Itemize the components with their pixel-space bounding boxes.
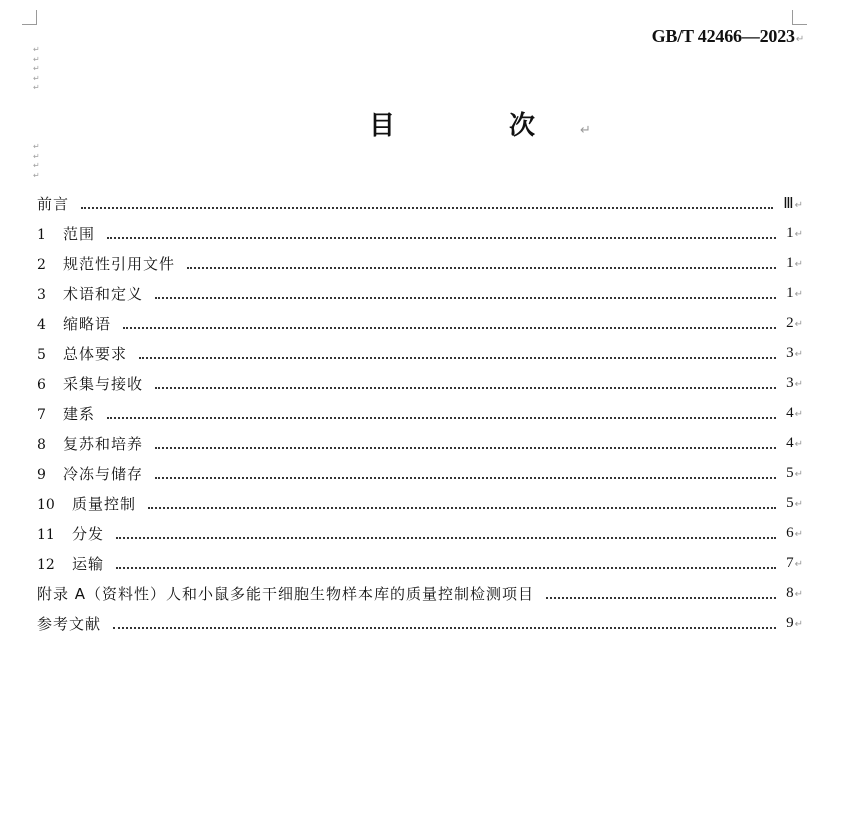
toc-entry-page	[786, 405, 803, 422]
toc-page-number: 8	[786, 584, 794, 601]
toc-entry-label: 术语和定义	[63, 284, 144, 303]
paragraph-mark-icon: ↵	[33, 73, 40, 83]
paragraph-mark-icon: ↵	[794, 258, 803, 270]
toc-entry-title	[37, 343, 127, 364]
paragraph-mark-icon: ↵	[33, 83, 40, 92]
paragraph-mark-icon: ↵	[33, 170, 40, 180]
toc-entry-title	[37, 223, 95, 244]
toc-entry-number: 3	[37, 286, 46, 303]
crop-mark-top-right	[792, 10, 807, 25]
page-title-text: 目 次	[369, 111, 580, 141]
toc-entry[interactable]	[37, 488, 803, 518]
toc-entry-title	[37, 523, 104, 544]
toc-page-number: 1	[786, 284, 794, 301]
toc-dot-leader	[155, 297, 776, 299]
page-title	[369, 105, 591, 142]
toc-page-number: 3	[786, 374, 794, 391]
standard-code: GB/T 42466—2023	[651, 26, 795, 46]
toc-dot-leader	[155, 447, 776, 449]
toc-entry[interactable]	[37, 518, 803, 548]
toc-entry[interactable]	[37, 428, 803, 458]
toc-entry-title	[37, 403, 95, 424]
toc-entry-title	[37, 493, 136, 514]
standard-code-header	[652, 26, 804, 47]
paragraph-mark-icon: ↵	[794, 318, 803, 330]
paragraph-mark-icon: ↵	[794, 288, 803, 300]
paragraph-mark-icon: ↵	[794, 348, 803, 360]
toc-entry-number: 4	[37, 316, 46, 333]
paragraph-mark-icon: ↵	[33, 54, 40, 64]
toc-page-number: 1	[786, 224, 794, 241]
toc-page-number: 5	[786, 464, 794, 481]
paragraph-mark-icon: ↵	[794, 438, 803, 450]
toc-page-number: 5	[786, 494, 794, 511]
paragraph-mark-icon: ↵	[794, 468, 803, 480]
toc-entry[interactable]	[37, 278, 803, 308]
toc-entry-page	[786, 375, 803, 392]
toc-page-number: 2	[786, 314, 794, 331]
toc-entry-title	[37, 553, 104, 574]
toc-entry-page	[786, 585, 803, 602]
toc-entry-title	[37, 613, 101, 634]
toc-dot-leader	[107, 237, 776, 239]
toc-entry-page	[786, 255, 803, 272]
toc-entry-title	[37, 433, 143, 454]
toc-entry-page	[786, 495, 803, 512]
toc-entry-label: 运输	[72, 554, 105, 573]
toc-entry-page	[786, 465, 803, 482]
toc-entry-label: 总体要求	[63, 344, 128, 363]
toc-dot-leader	[113, 627, 776, 629]
empty-paragraph-marks-top	[33, 45, 40, 93]
toc-entry-title	[37, 253, 175, 274]
toc-page-number: 4	[786, 404, 794, 421]
toc-entry-label: 参考文献	[37, 614, 102, 633]
toc-entry-title	[37, 313, 111, 334]
toc-dot-leader	[148, 507, 776, 509]
toc-page-number: Ⅲ	[783, 195, 794, 212]
toc-entry-label: 建系	[63, 404, 96, 423]
toc-entry-page	[786, 525, 803, 542]
toc-dot-leader	[107, 417, 776, 419]
toc-entry-page	[786, 225, 803, 242]
toc-dot-leader	[155, 477, 776, 479]
toc-entry-label: 冷冻与储存	[63, 464, 144, 483]
toc-dot-leader	[139, 357, 776, 359]
toc-entry-page	[786, 345, 803, 362]
toc-page-number: 6	[786, 524, 794, 541]
toc-entry-page	[786, 315, 803, 332]
toc-entry-page	[786, 435, 803, 452]
toc-page-number: 7	[786, 554, 794, 571]
paragraph-mark-icon: ↵	[33, 45, 40, 54]
toc-entry-number: 9	[37, 466, 46, 483]
toc-entry-label: 范围	[63, 224, 96, 243]
toc-entry-title	[37, 193, 69, 214]
toc-entry-title	[37, 583, 534, 604]
empty-paragraph-marks-middle	[33, 142, 40, 180]
paragraph-mark-icon: ↵	[794, 228, 803, 240]
paragraph-mark-icon: ↵	[794, 558, 803, 570]
toc-entry-page	[783, 194, 803, 213]
toc-entry-page	[786, 615, 803, 632]
toc-entry[interactable]	[37, 368, 803, 398]
paragraph-mark-icon: ↵	[33, 64, 40, 73]
paragraph-mark-icon: ↵	[794, 528, 803, 540]
toc-entry-label: 前言	[37, 194, 70, 213]
toc-dot-leader	[81, 207, 773, 209]
toc-entry[interactable]	[37, 188, 803, 218]
toc-entry-title	[37, 283, 143, 304]
toc-page-number: 4	[786, 434, 794, 451]
toc-entry[interactable]	[37, 398, 803, 428]
paragraph-mark-icon: ↵	[794, 378, 803, 390]
toc-entry-label: 缩略语	[63, 314, 112, 333]
toc-entry-label: 附录 A（资料性）人和小鼠多能干细胞生物样本库的质量控制检测项目	[37, 584, 535, 603]
toc-entry[interactable]	[37, 338, 803, 368]
toc-dot-leader	[155, 387, 776, 389]
toc-entry[interactable]	[37, 248, 803, 278]
paragraph-mark-icon: ↵	[794, 498, 803, 510]
paragraph-mark-icon: ↵	[33, 142, 40, 151]
toc-entry-number: 8	[37, 436, 46, 453]
toc-entry-number: 10	[37, 496, 55, 513]
toc-entry-label: 采集与接收	[63, 374, 144, 393]
toc-entry-number: 6	[37, 376, 46, 393]
paragraph-mark-icon: ↵	[794, 588, 803, 600]
toc-entry-number: 5	[37, 346, 46, 363]
toc-dot-leader	[546, 597, 776, 599]
paragraph-mark-icon: ↵	[794, 618, 803, 630]
paragraph-mark-icon: ↵	[580, 123, 591, 138]
toc-entry-page	[786, 555, 803, 572]
crop-mark-top-left	[22, 10, 37, 25]
table-of-contents	[37, 188, 803, 638]
paragraph-mark-icon: ↵	[794, 199, 803, 211]
toc-entry-label: 复苏和培养	[63, 434, 144, 453]
toc-entry[interactable]	[37, 578, 803, 608]
toc-entry-number: 12	[37, 556, 55, 573]
paragraph-mark-icon: ↵	[794, 408, 803, 420]
toc-entry[interactable]	[37, 458, 803, 488]
paragraph-mark-icon: ↵	[33, 151, 40, 161]
toc-page-number: 9	[786, 614, 794, 631]
toc-dot-leader	[123, 327, 776, 329]
toc-entry[interactable]	[37, 308, 803, 338]
toc-entry[interactable]	[37, 218, 803, 248]
toc-page-number: 1	[786, 254, 794, 271]
paragraph-mark-icon: ↵	[795, 34, 804, 45]
toc-dot-leader	[116, 567, 776, 569]
toc-entry-title	[37, 463, 143, 484]
toc-dot-leader	[187, 267, 776, 269]
toc-page-number: 3	[786, 344, 794, 361]
toc-entry-label: 规范性引用文件	[63, 254, 176, 273]
toc-entry-label: 质量控制	[72, 494, 137, 513]
toc-entry-number: 2	[37, 256, 46, 273]
toc-dot-leader	[116, 537, 776, 539]
toc-entry[interactable]	[37, 608, 803, 638]
toc-entry-number: 7	[37, 406, 46, 423]
toc-entry[interactable]	[37, 548, 803, 578]
toc-entry-title	[37, 373, 143, 394]
toc-entry-label: 分发	[72, 524, 105, 543]
toc-entry-page	[786, 285, 803, 302]
paragraph-mark-icon: ↵	[33, 161, 40, 170]
toc-entry-number: 11	[37, 526, 55, 543]
toc-entry-number: 1	[37, 226, 46, 243]
